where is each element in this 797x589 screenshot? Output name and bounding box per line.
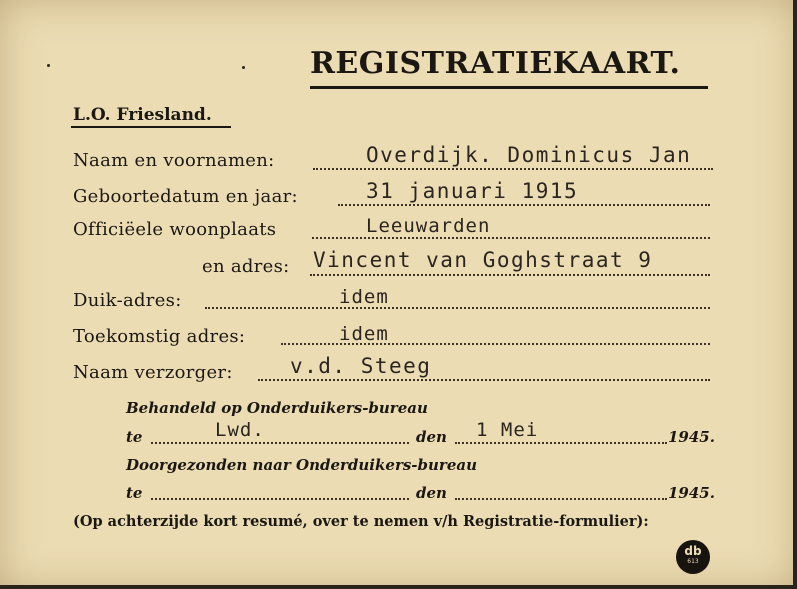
card-edge-shadow xyxy=(793,0,797,589)
organization-label: L.O. Friesland. xyxy=(73,105,212,125)
caretaker-label: Naam verzorger: xyxy=(73,362,233,383)
name-dotted-line xyxy=(313,168,713,170)
name-label: Naam en voornamen: xyxy=(73,150,275,171)
address-label: en adres: xyxy=(202,256,290,277)
residence-value: Leeuwarden xyxy=(366,215,491,237)
archive-stamp xyxy=(676,540,710,574)
processed-den-dotted-line xyxy=(455,442,667,444)
organization-underline xyxy=(71,126,231,128)
future-address-label: Toekomstig adres: xyxy=(73,326,246,347)
stamp-top-text: db xyxy=(684,544,702,558)
paper-speck xyxy=(242,66,245,69)
title-underline xyxy=(310,86,708,89)
forwarded-year: 1945. xyxy=(668,484,715,502)
residence-label: Officiëele woonplaats xyxy=(73,219,277,240)
processed-te-dotted-line xyxy=(151,442,409,444)
processed-den-value: 1 Mei xyxy=(476,419,539,441)
processed-heading: Behandeld op Onderduikers-bureau xyxy=(126,399,428,417)
forwarded-den-dotted-line xyxy=(455,498,667,500)
name-value: Overdijk. Dominicus Jan xyxy=(366,143,692,167)
address-value: Vincent van Goghstraat 9 xyxy=(313,248,653,272)
stamp-bottom-text: 613 xyxy=(687,558,699,565)
card-edge-shadow xyxy=(0,585,797,589)
processed-te-value: Lwd. xyxy=(215,419,265,441)
birthdate-label: Geboortedatum en jaar: xyxy=(73,186,298,207)
birthdate-dotted-line xyxy=(338,204,710,206)
forwarded-te-label: te xyxy=(126,484,143,502)
hiding-address-dotted-line xyxy=(205,307,710,309)
hiding-address-label: Duik-adres: xyxy=(73,290,182,311)
forwarded-te-dotted-line xyxy=(151,498,409,500)
forwarded-heading: Doorgezonden naar Onderduikers-bureau xyxy=(126,456,477,474)
caretaker-value: v.d. Steeg xyxy=(290,354,432,378)
footer-note: (Op achterzijde kort resumé, over te nemen v/h Registratie-formulier): xyxy=(73,513,649,530)
card-title: REGISTRATIEKAART. xyxy=(310,46,681,81)
paper-speck xyxy=(47,64,50,67)
future-address-value: idem xyxy=(339,323,389,345)
processed-den-label: den xyxy=(416,428,447,446)
hiding-address-value: idem xyxy=(339,286,389,308)
forwarded-den-label: den xyxy=(416,484,447,502)
caretaker-dotted-line xyxy=(258,379,710,381)
processed-year: 1945. xyxy=(668,428,715,446)
processed-te-label: te xyxy=(126,428,143,446)
birthdate-value: 31 januari 1915 xyxy=(366,179,579,203)
address-dotted-line xyxy=(310,274,710,276)
